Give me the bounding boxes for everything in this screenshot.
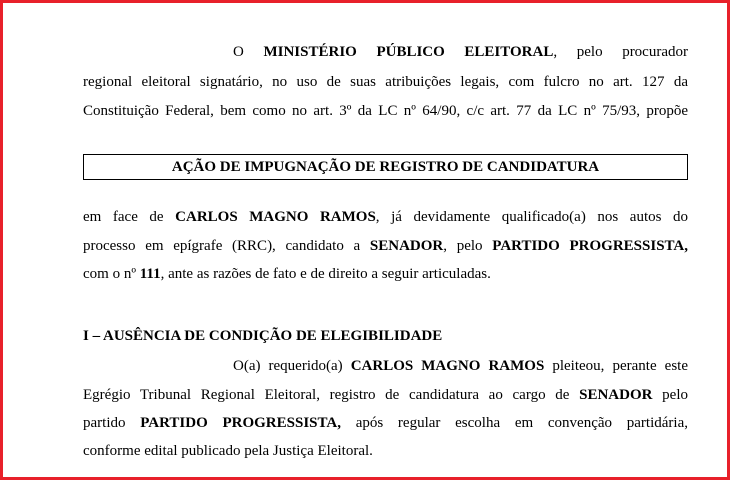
section-l1-post: pleiteou, perante este xyxy=(544,358,688,374)
intro-post: , pelo procurador xyxy=(553,44,688,60)
organization-name: MINISTÉRIO PÚBLICO ELEITORAL xyxy=(263,44,554,60)
face-pre: em face de xyxy=(83,209,176,225)
face-l2-pre: processo em epígrafe (RRC), candidato a xyxy=(83,238,370,254)
candidate-number: 111 xyxy=(139,266,161,282)
section-l2-pre: Egrégio Tribunal Regional Eleitoral, registro de candidatura ao cargo de xyxy=(83,387,580,403)
defendant-name: CARLOS MAGNO RAMOS xyxy=(175,209,376,225)
section-l3-post: após regular escolha em convenção partidária, xyxy=(340,415,688,431)
party-name: PARTIDO PROGRESSISTA, xyxy=(492,238,689,254)
intro-line-1 xyxy=(233,43,688,61)
section-l2-post: pelo xyxy=(652,387,688,403)
section-heading: I – AUSÊNCIA DE CONDIÇÃO DE ELEGIBILIDADE xyxy=(83,328,443,344)
section-line-4: conforme edital publicado pela Justiça Eleitoral. xyxy=(83,443,373,459)
face-line-1 xyxy=(83,208,688,226)
action-title-box: AÇÃO DE IMPUGNAÇÃO DE REGISTRO DE CANDIDATURA xyxy=(83,154,688,180)
section-line-1 xyxy=(233,357,688,375)
face-l3-pre: com o nº xyxy=(83,266,140,282)
face-post: , já devidamente qualificado(a) nos autos do xyxy=(375,209,689,225)
requerido-name: CARLOS MAGNO RAMOS xyxy=(350,358,545,374)
office-name: SENADOR xyxy=(369,238,444,254)
section-l3-pre: partido xyxy=(83,415,141,431)
section-party: PARTIDO PROGRESSISTA, xyxy=(140,415,341,431)
intro-line-2: regional eleitoral signatário, no uso de suas atribuições legais, com fulcro no art. 127 da xyxy=(83,74,688,90)
section-l1-pre: O(a) requerido(a) xyxy=(233,358,351,374)
face-line-2 xyxy=(83,237,688,255)
face-line-3 xyxy=(83,265,491,283)
face-l2-mid: , pelo xyxy=(443,238,493,254)
face-l3-post: , ante as razões de fato e de direito a seguir articuladas. xyxy=(160,266,491,282)
intro-line-3: Constituição Federal, bem como no art. 3º da LC nº 64/90, c/c art. 77 da LC nº 75/93, propõe xyxy=(83,103,688,119)
section-line-3 xyxy=(83,414,688,432)
section-office: SENADOR xyxy=(579,387,653,403)
intro-pre: O xyxy=(233,44,264,60)
section-line-2 xyxy=(83,386,688,404)
